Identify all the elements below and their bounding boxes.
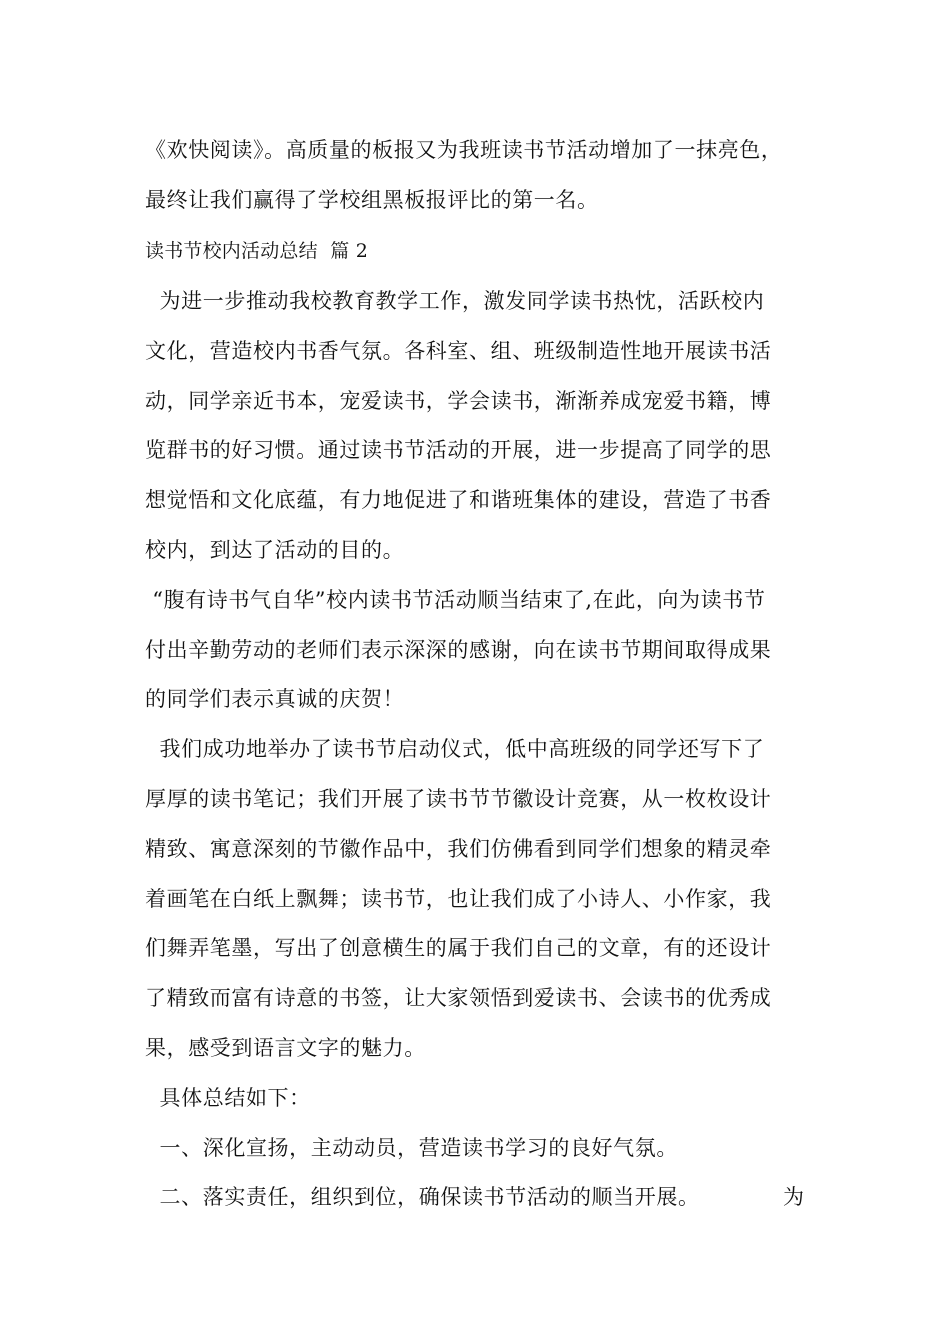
text-line: 一、深化宣扬，主动动员，营造读书学习的良好气氛。 [145,1136,678,1160]
text-line: 二、落实责任，组织到位，确保读书节活动的顺当开展。 [145,1185,700,1209]
text-line: “腹有诗书气自华”校内读书节活动顺当结束了,在此，向为读书节 [145,588,766,612]
text-line: 文化，营造校内书香气氛。各科室、组、班级制造性地开展读书活 [145,339,772,363]
text-line: 想觉悟和文化底蕴，有力地促进了和谐班集体的建设，营造了书香 [145,488,772,512]
text-line: 动，同学亲近书本，宠爱读书，学会读书，渐渐养成宠爱书籍，博 [145,389,772,413]
text-line: 具体总结如下： [145,1086,311,1110]
text-line: 的同学们表示真诚的庆贺！ [145,687,405,711]
section-heading: 读书节校内活动总结 篇 2 [145,240,369,262]
text-line: 们舞弄笔墨，写出了创意横生的属于我们自己的文章，有的还设计 [145,936,772,960]
text-line: 了精致而富有诗意的书签，让大家领悟到爱读书、会读书的优秀成 [145,986,772,1010]
text-line: 厚厚的读书笔记；我们开展了读书节节徽设计竞赛，从一枚枚设计 [145,787,772,811]
text-line: 着画笔在白纸上飘舞；读书节，也让我们成了小诗人、小作家，我 [145,887,772,911]
text-line: 《欢快阅读》。高质量的板报又为我班读书节活动增加了一抹亮色， [145,138,783,162]
text-line: 精致、寓意深刻的节徽作品中，我们仿佛看到同学们想象的精灵牵 [145,837,772,861]
text-line: 为进一步推动我校教育教学工作，激发同学读书热忱，活跃校内 [145,289,765,313]
text-line: 果，感受到语言文字的魅力。 [145,1036,426,1060]
text-line: 我们成功地举办了读书节启动仪式，低中高班级的同学还写下了 [145,737,765,761]
text-line: 付出辛勤劳动的老师们表示深深的感谢，向在读书节期间取得成果 [145,638,772,662]
text-line: 校内，到达了活动的目的。 [145,538,405,562]
text-line: 览群书的好习惯。通过读书节活动的开展，进一步提高了同学的思 [145,438,772,462]
text-line: 最终让我们赢得了学校组黑板报评比的第一名。 [145,188,599,212]
trailing-text: 为 [783,1185,804,1209]
